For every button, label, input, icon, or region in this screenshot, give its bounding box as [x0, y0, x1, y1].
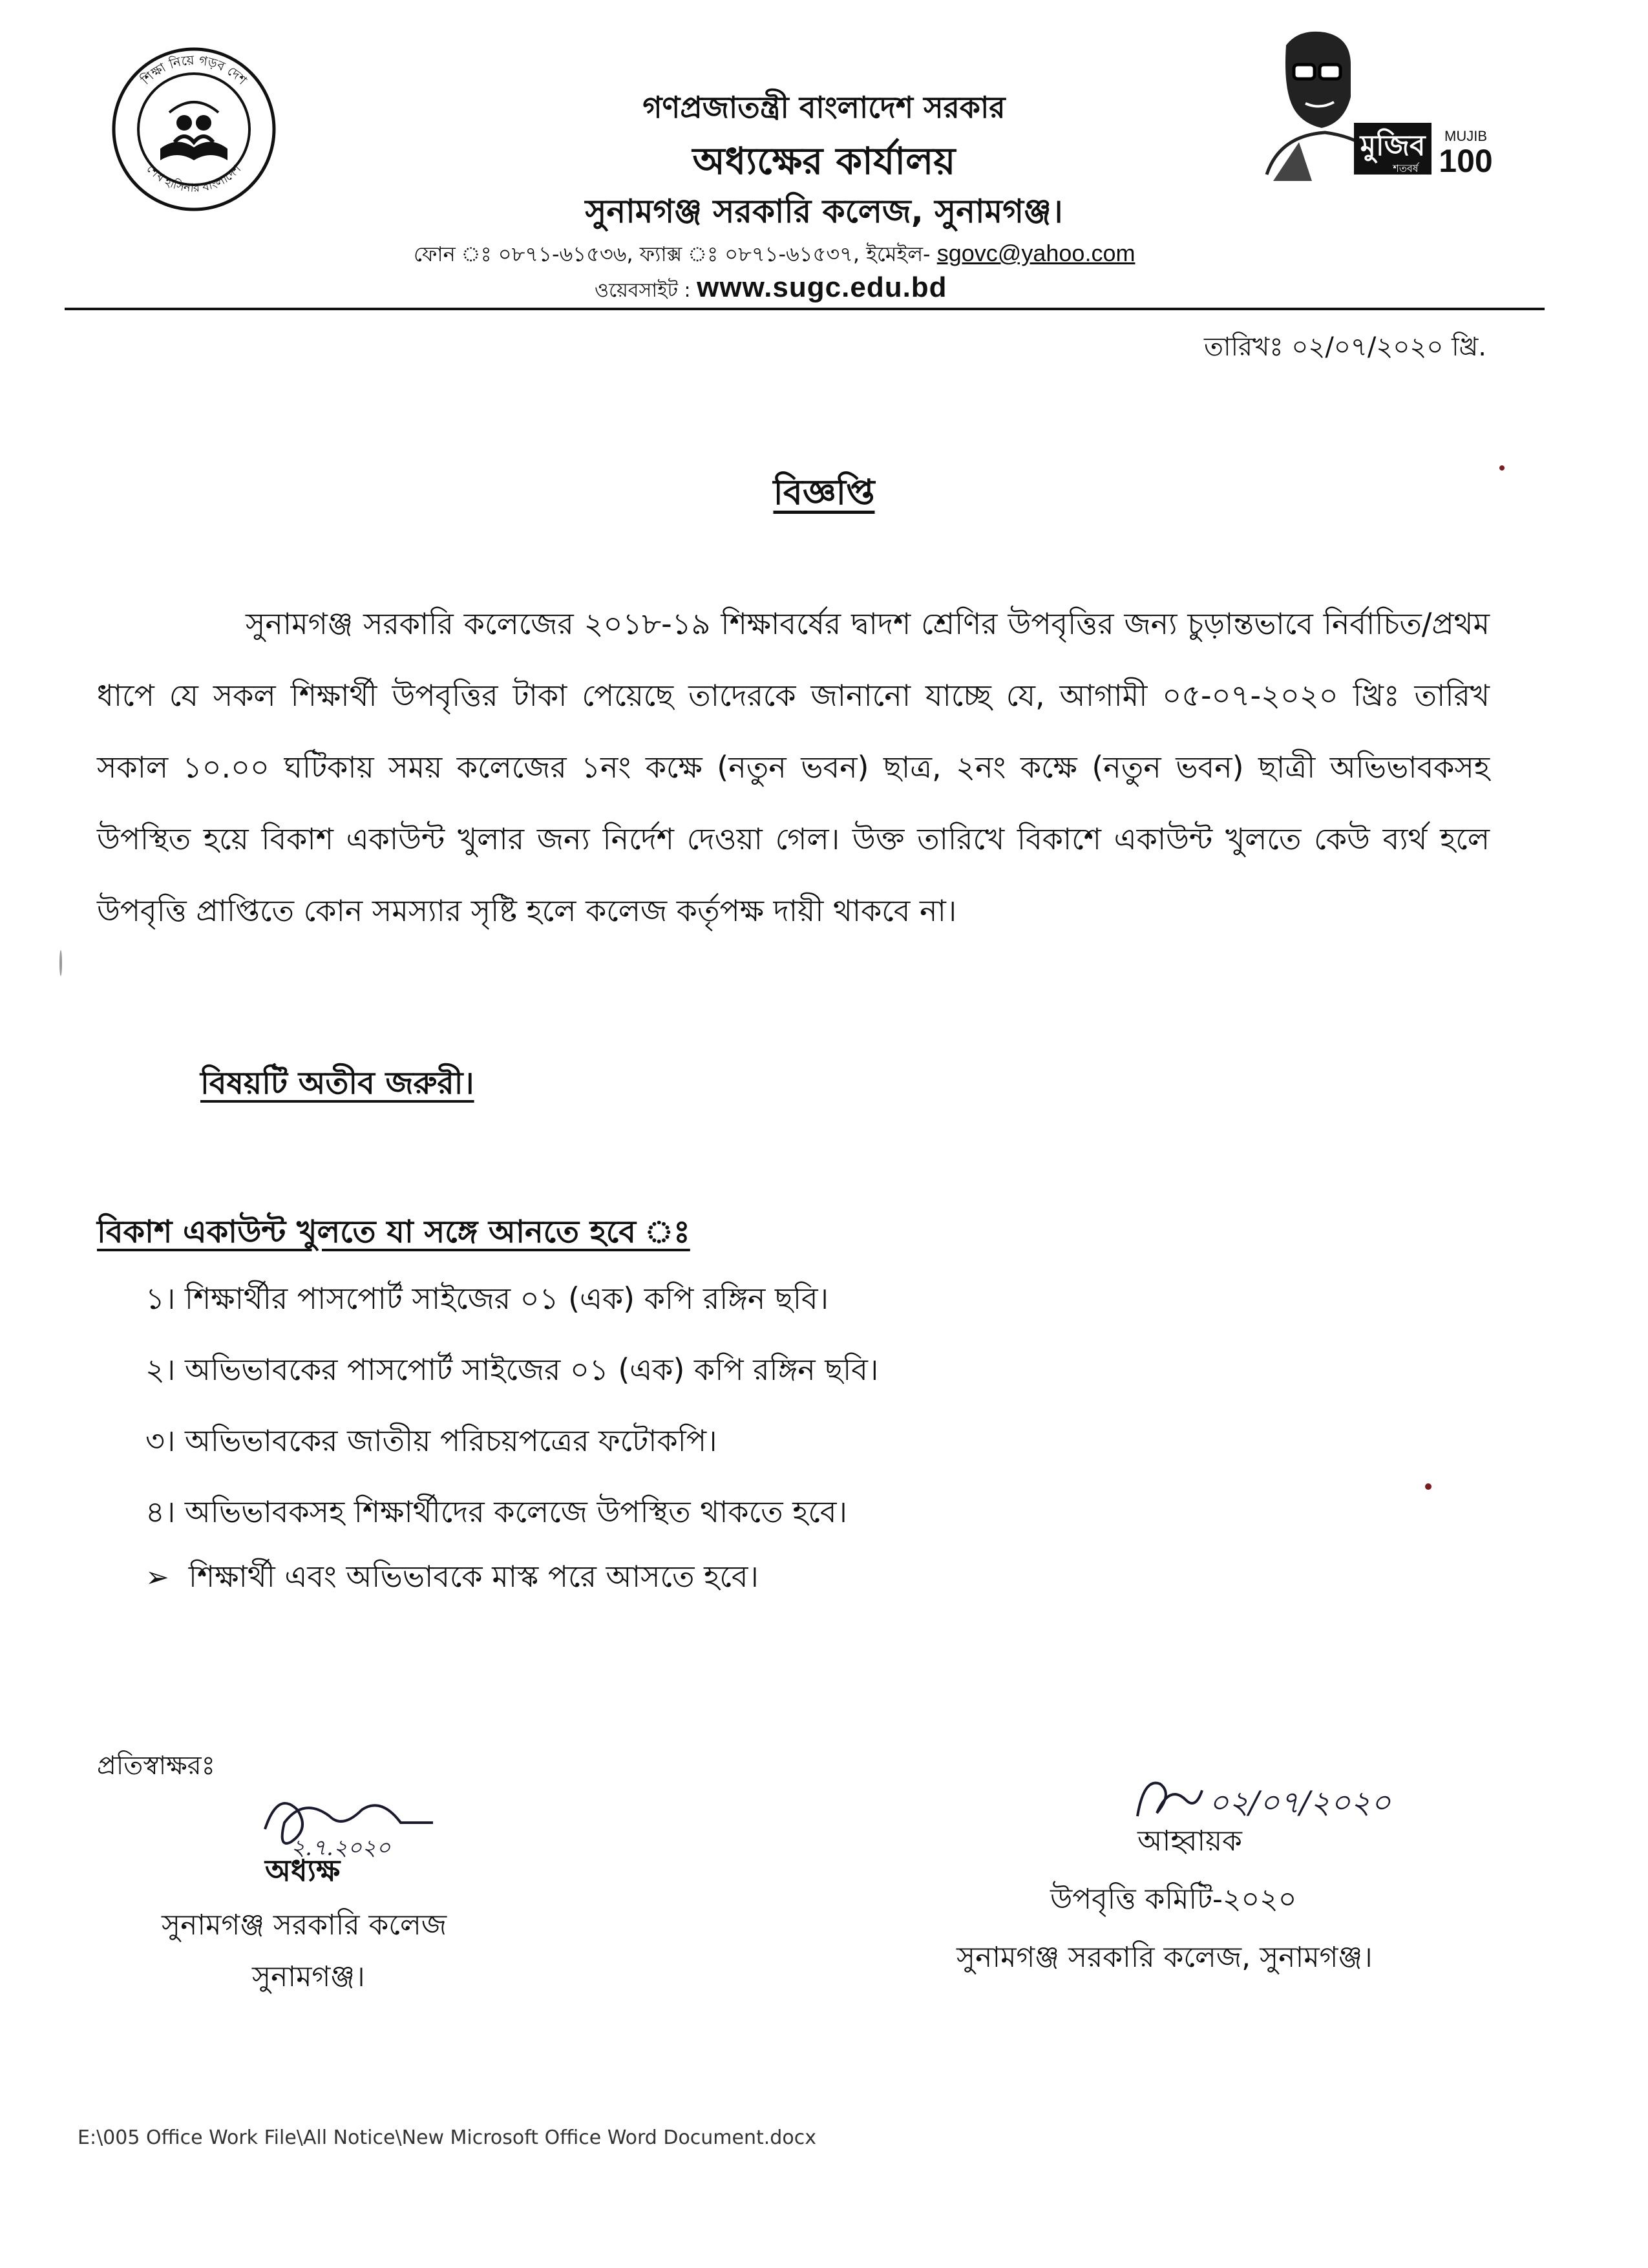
file-path-footer: E:\005 Office Work File\All Notice\New Microsoft Office Word Document.docx [78, 2126, 816, 2149]
list-item: ১। শিক্ষার্থীর পাসপোর্ট সাইজের ০১ (এক) কপি রঙ্গিন ছবি। [145, 1281, 829, 1316]
mujib-bn-text: মুজিব [1360, 129, 1426, 162]
convener-title: আহ্বায়ক [1137, 1825, 1242, 1858]
notice-body: সুনামগঞ্জ সরকারি কলেজের ২০১৮-১৯ শিক্ষাবর্ষের দ্বাদশ শ্রেণির উপবৃত্তির জন্য চুড়ান্তভাবে নির্বাচিত/প্রথম ধাপে যে সকল শিক্ষার্থী উপবৃত্তির টাকা পেয়েছে তাদেরকে জানানো যাচ্ছে যে, আগামী ০৫-০৭-২০২০ খ্রিঃ তারিখ সকাল ১০.০০ ঘটিকায় সময় কলেজের ১নং কক্ষে (নতুন ভবন) ছাত্র, ২নং কক্ষে (নতুন ভবন) ছাত্রী অভিভাবকসহ উপস্থিত হয়ে বিকাশ একাউন্ট খুলার জন্য নির্দেশ দেওয়া গেল। উক্ত তারিখে বিকাশে একাউন্ট খুলতে কেউ ব্যর্থ হলে উপবৃত্তি প্রাপ্তিতে কোন সমস্যার সৃষ্টি হলে কলেজ কর্তৃপক্ষ দায়ী থাকবে না। [97, 606, 1490, 928]
contact-line [414, 238, 1135, 273]
scan-speck [1499, 465, 1505, 471]
office-name: অধ্যক্ষের কার্যালয় [692, 139, 956, 183]
list-item: ৪। অভিভাবকসহ শিক্ষার্থীদের কলেজে উপস্থিত থাকতে হবে। [145, 1494, 847, 1529]
committee-college: সুনামগঞ্জ সরকারি কলেজ, সুনামগঞ্জ। [956, 1941, 1373, 1974]
principal-title: অধ্যক্ষ [265, 1853, 341, 1888]
requirements-heading: বিকাশ একাউন্ট খুলতে যা সঙ্গে আনতে হবে ঃ [97, 1214, 690, 1250]
email-link[interactable]: sgovc@yahoo.com [936, 240, 1136, 266]
list-item: ২। অভিভাবকের পাসপোর্ট সাইজের ০১ (এক) কপি রঙ্গিন ছবি। [145, 1352, 879, 1387]
notice-date: তারিখঃ ০২/০৭/২০২০ খ্রি. [1203, 332, 1486, 362]
convener-signature-date: ০২/০৭/২০২০ [1209, 1785, 1391, 1821]
scan-speck [1425, 1483, 1431, 1490]
notice-title [0, 465, 1648, 524]
mujib-100-text: 100 [1439, 143, 1493, 179]
principal-signature-date: ২.৭.২০২০ [291, 1835, 391, 1861]
website-link[interactable]: www.sugc.edu.bd [697, 271, 947, 303]
college-name: সুনামগঞ্জ সরকারি কলেজ, সুনামগঞ্জ। [585, 193, 1063, 230]
contact-phone-fax: ফোন ঃ ০৮৭১-৬১৫৩৬, ফ্যাক্স ঃ ০৮৭১-৬১৫৩৭, ইমেইল- [414, 242, 937, 266]
emblem-text-bottom: শেখ হাসিনার বাংলাদেশ [143, 162, 244, 195]
urgent-note: বিষয়টি অতীব জরুরী। [200, 1065, 474, 1101]
svg-text:শিক্ষা নিয়ে গড়ব দেশ [138, 52, 251, 88]
website-label: ওয়েবসাইট : [595, 279, 697, 302]
scan-speck [59, 950, 62, 976]
countersign-label: প্রতিস্বাক্ষরঃ [97, 1751, 215, 1781]
mujib-en-text: MUJIB [1444, 128, 1487, 144]
committee-name: উপবৃত্তি কমিটি-২০২০ [1050, 1883, 1297, 1916]
mask-note [145, 1554, 759, 1604]
mujib-sub-text: শতবর্ষ [1393, 162, 1419, 175]
website-line [595, 271, 947, 308]
header-divider [65, 308, 1545, 310]
arrow-bullet-icon: ➢ [145, 1561, 169, 1594]
mask-note-text: শিক্ষার্থী এবং অভিভাবকে মাস্ক পরে আসতে হবে। [188, 1559, 759, 1594]
list-item: ৩। অভিভাবকের জাতীয় পরিচয়পত্রের ফটোকপি। [145, 1423, 717, 1458]
notice-title-text: বিজ্ঞপ্তি [773, 472, 875, 513]
government-name: গণপ্রজাতন্ত্রী বাংলাদেশ সরকার [642, 90, 1006, 125]
principal-city: সুনামগঞ্জ। [252, 1960, 365, 1993]
emblem-text-top: শিক্ষা নিয়ে গড়ব দেশ [138, 52, 250, 88]
principal-college: সুনামগঞ্জ সরকারি কলেজ [162, 1909, 447, 1942]
requirements-list [145, 1277, 878, 1561]
